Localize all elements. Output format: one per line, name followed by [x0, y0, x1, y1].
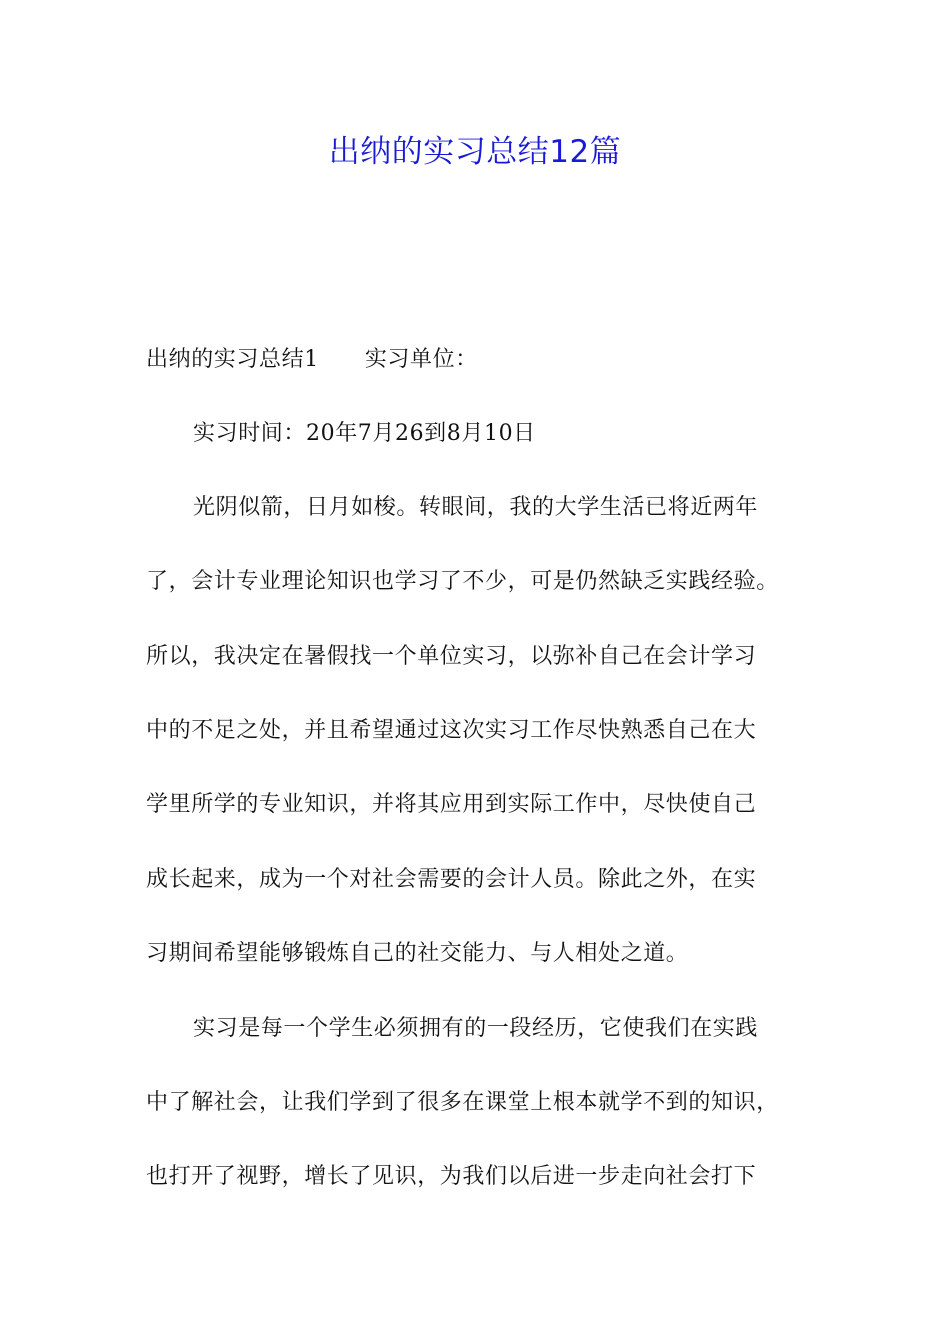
paragraph-1-line: 习期间希望能够锻炼自己的社交能力、与人相处之道。	[146, 941, 689, 966]
paragraph-1-line: 所以，我决定在暑假找一个单位实习，以弥补自己在会计学习	[146, 644, 757, 669]
paragraph-2-line: 实习是每一个学生必须拥有的一段经历，它使我们在实践	[193, 1016, 759, 1041]
internship-period: 实习时间：20年7月26到8月10日	[193, 421, 536, 446]
paragraph-1-line: 学里所学的专业知识，并将其应用到实际工作中，尽快使自己	[146, 792, 757, 817]
paragraph-1-line: 光阴似箭，日月如梭。转眼间，我的大学生活已将近两年	[193, 495, 759, 520]
document-title: 出纳的实习总结12篇	[328, 134, 622, 170]
internship-unit-label: 实习单位：	[364, 347, 478, 372]
paragraph-2-line: 也打开了视野，增长了见识，为我们以后进一步走向社会打下	[146, 1164, 757, 1189]
paragraph-2-line: 中了解社会，让我们学到了很多在课堂上根本就学不到的知识，	[146, 1090, 779, 1115]
paragraph-1-line: 成长起来，成为一个对社会需要的会计人员。除此之外，在实	[146, 867, 757, 892]
section-heading: 出纳的实习总结1	[146, 347, 319, 372]
section-heading-line	[146, 345, 478, 375]
paragraph-1-line: 中的不足之处，并且希望通过这次实习工作尽快熟悉自己在大	[146, 718, 757, 743]
paragraph-1-line: 了，会计专业理论知识也学习了不少，可是仍然缺乏实践经验。	[146, 569, 779, 594]
